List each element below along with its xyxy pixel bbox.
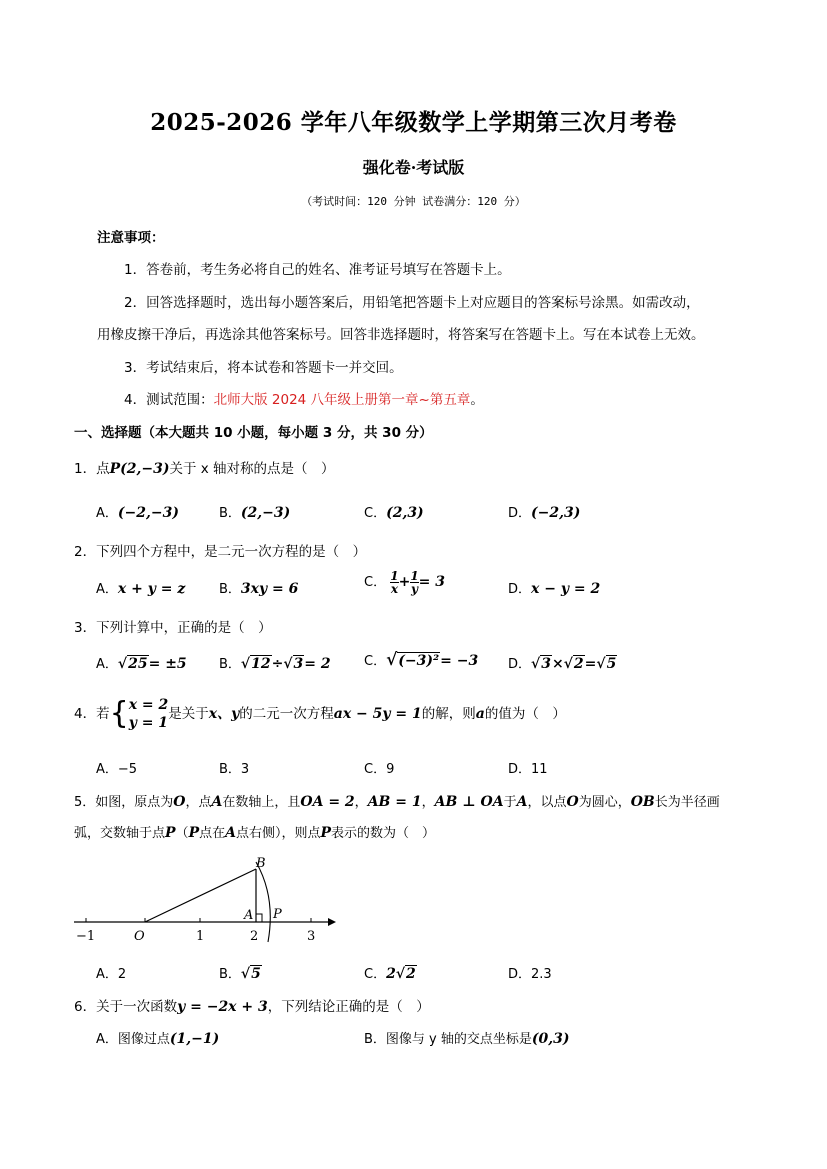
fraction [410,570,418,595]
equation: ax − 5y = 1 [333,706,422,722]
q6-option-a[interactable] [96,1028,219,1047]
notice-item-2b: 用橡皮擦干净后，再选涂其他答案标号。回答非选择题时，将答案写在答题卡上。写在本试卷上无效。 [97,327,705,343]
q3-option-b[interactable] [219,653,331,672]
label-2: 2 [250,929,259,944]
right-angle-mark [256,914,262,922]
q1-point: P(2,−3) [109,461,170,477]
option-label: C． [364,506,387,521]
radicand: 25 [128,656,148,672]
condition-oa: OA = 2 [300,794,355,810]
option-label: B． [219,582,241,597]
condition-perp: AB ⊥ OA [434,794,504,810]
option-label: B． [219,657,241,672]
sqrt-sign: √ [240,966,251,982]
fraction [390,570,398,595]
question-4-stem [74,696,566,732]
stem-text: ， [421,795,435,810]
radicand: 2 [573,656,584,672]
option-rest: = ±5 [148,656,187,672]
option-label: D． [508,762,532,777]
q6-option-b[interactable] [364,1028,570,1047]
system-eq-2: y = 1 [128,715,169,731]
stem-text: 弧，交数轴于点 [74,826,166,841]
notice-item-1: 1．答卷前，考生务必将自己的姓名、准考证号填写在答题卡上。 [124,262,511,278]
label-a: A [244,908,254,923]
section-heading-bold: 一、选择题 [74,425,142,441]
option-label: B． [219,967,241,982]
notice-item-4-suffix: 。 [470,392,484,408]
stem-text: 的二元一次方程 [239,706,334,722]
q5-option-d[interactable] [508,963,552,982]
q1-option-c[interactable] [364,502,424,521]
point-a: A [516,794,528,810]
option-value: 2.3 [531,967,552,982]
radicand: 2 [406,966,416,982]
point-p: P [320,825,332,841]
stem-text: 在数轴上，且 [222,795,301,810]
q1-option-b[interactable] [219,502,290,521]
option-label: B． [364,1032,386,1047]
exam-title: 2025-2026 学年八年级数学上学期第三次月考卷 [150,109,677,136]
q1-num: 1．点 [74,461,110,477]
q4-option-a[interactable] [96,758,137,777]
numerator: 1 [410,569,419,583]
option-label: A． [96,1032,118,1047]
question-3-stem: 3．下列计算中，正确的是（ ） [74,620,272,636]
option-point: (1,−1) [169,1031,220,1047]
question-1-stem [74,457,335,477]
coefficient: 2 [386,966,396,982]
stem-text: ，点 [185,795,212,810]
stem-text: 是关于 [168,706,209,722]
question-5-line-1 [74,791,720,810]
sqrt-sign: √ [395,966,406,982]
radicand: 3 [293,656,304,672]
equation-rest: = 3 [418,574,446,590]
notice-heading: 注意事项： [97,230,165,246]
brace-icon: { [109,696,129,731]
option-label: C． [364,575,387,590]
sqrt-sign: √ [240,656,251,672]
equals-sign: = [584,656,597,672]
radicand: 5 [606,656,617,672]
radicand: 12 [251,656,271,672]
q5-option-c[interactable] [364,963,417,982]
option-text: 图像过点 [117,1032,170,1047]
option-value: x − y = 2 [531,581,601,597]
point-p: P [188,825,200,841]
option-value: (2,3) [386,505,424,521]
stem-text: ，下列结论正确的是（ ） [267,999,430,1015]
option-value: 2 [117,967,127,982]
stem-text: 长为半径画 [654,795,720,810]
q2-option-a[interactable] [96,578,185,597]
operator: ÷ [271,656,284,672]
sqrt-sign: √ [531,656,541,672]
stem-text: ， [354,795,368,810]
label-1: 1 [196,929,205,944]
variables: x、y [208,706,240,722]
option-label: C． [364,967,387,982]
option-value: (−2,−3) [117,505,179,521]
denominator: y [411,582,418,596]
notice-item-4-prefix: 4．测试范围： [124,392,214,408]
sqrt-sign: √ [596,656,606,672]
option-rest: = −3 [440,653,479,669]
operator: × [551,656,564,672]
label-b: B [256,856,266,871]
section-heading-rest: （本大题共 10 小题，每小题 3 分，共 30 分） [141,425,433,441]
function-expression: y = −2x + 3 [177,999,268,1015]
option-label: B． [219,506,241,521]
q3-option-d[interactable] [508,653,617,672]
q4-option-d[interactable] [508,758,548,777]
option-label: D． [508,657,532,672]
option-value: (−2,3) [531,505,581,521]
stem-text: 为圆心， [578,795,631,810]
option-label: A． [96,967,118,982]
option-label: A． [96,582,118,597]
option-label: D． [508,506,532,521]
variable-a: a [475,706,485,722]
question-2-stem: 2．下列四个方程中，是二元一次方程的是（ ） [74,544,367,560]
segment-ob [145,869,256,922]
number-line-figure [70,852,340,946]
sqrt-sign: √ [117,656,128,672]
point-a: A [211,794,223,810]
notice-item-2a: 2．回答选择题时，选出每小题答案后，用铅笔把答题卡上对应题目的答案标号涂黑。如需改动， [124,295,700,311]
option-label: A． [96,506,118,521]
option-value: 3xy = 6 [240,581,299,597]
option-value: 11 [531,762,548,777]
q2-option-b[interactable] [219,578,298,597]
denominator: x [390,582,398,596]
label-o: O [134,929,145,944]
notice-item-4 [124,388,484,408]
q3-option-a[interactable] [96,653,187,672]
q1-option-a[interactable] [96,502,179,521]
q5-option-a[interactable] [96,963,126,982]
label-minus-1: −1 [76,929,96,944]
stem-text: 6．关于一次函数 [74,999,178,1015]
plus-sign: + [398,574,411,590]
section-heading [74,421,433,441]
radicand: 3 [541,656,551,672]
option-value: 3 [240,762,250,777]
exam-info: （考试时间：120 分钟 试卷满分：120 分） [301,195,526,208]
test-scope: 北师大版 2024 八年级上册第一章~第五章 [213,392,471,408]
q1-stem-rest: 关于 x 轴对称的点是（ ） [169,461,335,477]
point-o: O [566,794,579,810]
label-3: 3 [307,929,316,944]
radicand: (−3)² [398,653,440,669]
option-label: C． [364,762,387,777]
q2-option-d[interactable] [508,578,600,597]
stem-text: 表示的数为（ ） [331,826,436,841]
option-label: C． [364,654,387,669]
q1-option-d[interactable] [508,502,580,521]
q3-option-c[interactable] [364,650,478,670]
q2-option-c[interactable] [364,570,445,595]
option-label: B． [219,762,241,777]
option-text: 图像与 y 轴的交点坐标是 [385,1032,532,1047]
point-o: O [173,794,186,810]
segment-ob: OB [630,794,655,810]
question-6-stem [74,995,430,1015]
option-value: −5 [117,762,138,777]
option-value: (2,−3) [240,505,291,521]
option-label: D． [508,582,532,597]
option-value: 9 [386,762,395,777]
notice-item-3: 3．考试结束后，将本试卷和答题卡一并交回。 [124,360,403,376]
option-label: A． [96,657,118,672]
stem-text: 的解，则 [421,706,476,722]
q4-num: 4．若 [74,706,110,722]
exam-subtitle: 强化卷·考试版 [362,158,465,177]
question-5-line-2 [74,822,435,841]
point-a: A [225,825,236,841]
option-label: D． [508,967,532,982]
stem-text: 的值为（ ） [484,706,566,722]
sqrt-sign: √ [386,650,398,670]
option-rest: = 2 [304,656,331,672]
equation-system [110,696,169,732]
condition-ab: AB = 1 [367,794,422,810]
system-eq-1: x = 2 [128,697,169,713]
radicand: 5 [251,966,261,982]
q4-option-b[interactable] [219,758,249,777]
option-value: x + y = z [117,581,186,597]
q5-option-b[interactable] [219,963,262,982]
option-point: (0,3) [531,1031,570,1047]
stem-text: 5．如图，原点为 [74,795,174,810]
sqrt-sign: √ [563,656,573,672]
stem-text: 点右侧），则点 [235,826,321,841]
label-p: P [273,907,282,922]
stem-text: 于 [503,795,517,810]
stem-text: 点在 [199,826,226,841]
stem-text: （ [175,826,189,841]
option-label: A． [96,762,118,777]
axis-arrow-icon [328,918,336,926]
sqrt-sign: √ [283,656,293,672]
point-p: P [165,825,176,841]
numerator: 1 [390,569,399,583]
q4-option-c[interactable] [364,758,394,777]
stem-text: ，以点 [527,795,567,810]
